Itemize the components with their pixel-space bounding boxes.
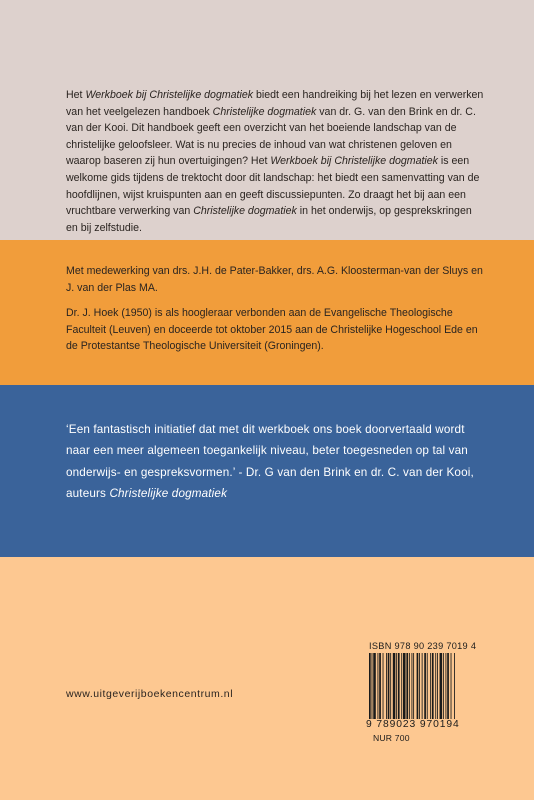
intro-paragraph: Het Werkboek bij Christelijke dogmatiek biedt een handreiking bij het lezen en verwerken van het veelgelezen handboek Christelijke dogmatiek van dr. G. van den Brink en dr. C. van der Kooi. Dit handboek geeft een overzicht van het boeiende landschap van de christelijke geloofsleer. Wat is nu precies de inhoud van wat christenen geloven en waarop baseren zij hun overtuigingen? Het Werkboek bij Christelijke dogmatiek is een welkome gids tijdens de trektocht door dit landschap: het biedt een samenvatting van de hoofdlijnen, wijst kruispunten aan en geeft discussiepunten. Zo draagt het bij aan een vruchtbare verwerking van Christelijke dogmatiek in het onderwijs, op gesprekskringen en bij zelfstudie. [66, 89, 484, 234]
barcode-bar [388, 653, 390, 719]
barcode-bar [435, 653, 436, 719]
barcode-bar [398, 653, 400, 719]
barcode-bar [390, 653, 391, 719]
barcode-bar [432, 653, 434, 719]
barcode-bar [451, 653, 452, 719]
barcode-bar [386, 653, 387, 719]
barcode-bar [427, 653, 428, 719]
barcode-bar [409, 653, 410, 719]
barcode-bar [406, 653, 408, 719]
barcode-bar [396, 653, 397, 719]
book-title: Werkboek bij Christelijke dogmatiek [270, 155, 438, 168]
barcode-bar [401, 653, 402, 719]
barcode-bar [393, 653, 396, 719]
barcode-bar [447, 653, 449, 719]
quote-book-title: Christelijke dogmatiek [109, 487, 228, 501]
barcode-bar [440, 653, 443, 719]
barcode-bar [379, 653, 381, 719]
barcode-bar [373, 653, 376, 719]
isbn-barcode [366, 641, 489, 745]
barcode-bar [422, 653, 423, 719]
barcode-bar [454, 653, 455, 719]
nur-code: NUR 700 [373, 733, 410, 743]
barcode-bar [369, 653, 371, 719]
barcode-bar [419, 653, 420, 719]
barcode-bar [417, 653, 419, 719]
endorsement-quote: ‘Een fantastisch initiatief dat met dit werkboek ons boek doorvertaald wordt naar een meer algemeen toegankelijk niveau, beter toegesneden op tal van onderwijs- en gespreksvormen.’ - Dr. G van den Brink en dr. C. van der Kooi, auteurs Christelijke dogmatiek [66, 423, 474, 501]
barcode-digits: 9 789023 970194 [366, 719, 460, 730]
book-title: Werkboek bij Christelijke dogmatiek [85, 89, 254, 101]
barcode-bar [430, 653, 431, 719]
author-bio: Dr. J. Hoek (1950) is als hoogleraar verbonden aan de Evangelische Theologische Faculteit (Leuven) en doceerde tot oktober 2015 aan de Christelijke Hogeschool Ede en de Protestantse Theologische Universiteit (Groningen). [66, 307, 478, 353]
barcode-bar [403, 653, 406, 719]
collaboration-text: Met medewerking van drs. J.H. de Pater-Bakker, drs. A.G. Kloosterman-van der Sluys en J. van der Plas MA. [66, 265, 483, 294]
book-title: Christelijke dogmatiek [212, 105, 317, 118]
isbn-label: ISBN 978 90 239 7019 4 [369, 641, 477, 651]
barcode-bar [372, 653, 373, 719]
barcode-bars [368, 653, 488, 719]
barcode-bar [378, 653, 379, 719]
barcode-bar [446, 653, 447, 719]
barcode-bar [383, 653, 384, 719]
top-band [0, 0, 534, 240]
book-title: Christelijke dogmatiek [193, 205, 297, 218]
barcode-bar [413, 653, 414, 719]
barcode-bar [412, 653, 413, 719]
barcode-bar [443, 653, 444, 719]
barcode-bar [437, 653, 438, 719]
publisher-website[interactable]: www.uitgeverijboekencentrum.nl [66, 688, 234, 700]
barcode-bar [424, 653, 426, 719]
